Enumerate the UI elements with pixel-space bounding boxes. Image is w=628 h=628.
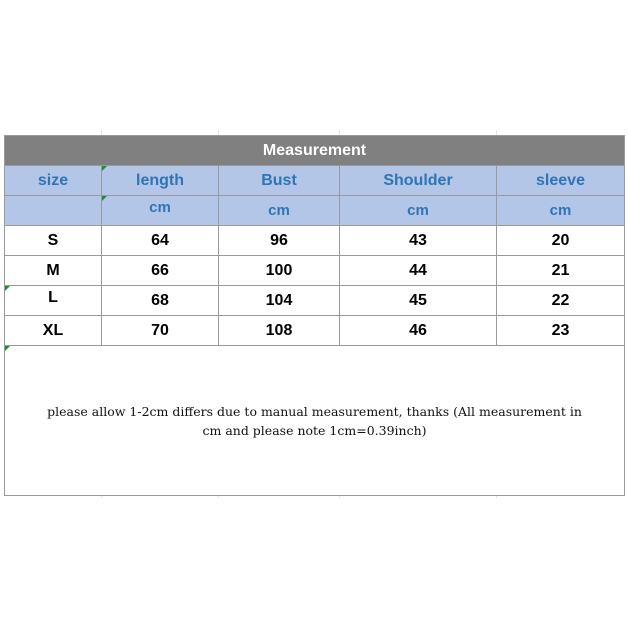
length-cell[interactable] — [102, 256, 219, 286]
unit-size[interactable] — [5, 196, 102, 226]
header-label: length — [136, 171, 184, 189]
shoulder-cell[interactable] — [340, 256, 497, 286]
cell-value: M — [46, 261, 60, 279]
header-bust[interactable] — [219, 166, 340, 196]
cell-value: 66 — [151, 261, 169, 279]
header-sleeve[interactable] — [497, 166, 625, 196]
cell-value: 70 — [151, 321, 169, 339]
cell-value: 68 — [151, 291, 169, 309]
bust-cell[interactable] — [219, 226, 340, 256]
cell-value: 20 — [551, 231, 570, 249]
size-cell[interactable] — [5, 226, 102, 256]
table-title: Measurement — [5, 136, 625, 166]
cell-value: 21 — [551, 261, 570, 279]
bust-cell[interactable] — [219, 286, 340, 316]
table-row — [5, 226, 625, 256]
sleeve-cell[interactable] — [497, 316, 625, 346]
length-cell[interactable] — [102, 226, 219, 256]
cell-value: 104 — [265, 291, 293, 309]
length-cell[interactable] — [102, 316, 219, 346]
header-label: sleeve — [536, 171, 585, 189]
sleeve-cell[interactable] — [497, 286, 625, 316]
header-label: Bust — [261, 171, 297, 189]
shoulder-cell[interactable] — [340, 316, 497, 346]
cell-marker-icon — [5, 346, 10, 351]
cell-marker-icon — [102, 196, 107, 201]
header-label: size — [37, 171, 69, 189]
size-cell[interactable] — [5, 256, 102, 286]
unit-label: cm — [549, 202, 572, 219]
table-row — [5, 256, 625, 286]
sleeve-cell[interactable] — [497, 256, 625, 286]
unit-row — [5, 196, 625, 226]
unit-sleeve[interactable] — [497, 196, 625, 226]
sleeve-cell[interactable] — [497, 226, 625, 256]
header-length[interactable] — [102, 166, 219, 196]
cell-value: 64 — [151, 231, 169, 249]
cell-value: 23 — [551, 321, 570, 339]
unit-label: cm — [268, 202, 290, 219]
cell-marker-icon — [102, 166, 107, 171]
cell-value: 100 — [265, 261, 293, 279]
unit-bust[interactable] — [219, 196, 340, 226]
bust-cell[interactable] — [219, 316, 340, 346]
length-cell[interactable] — [102, 286, 219, 316]
cell-value: 46 — [409, 321, 427, 339]
cell-value: XL — [42, 321, 64, 339]
measurement-note: please allow 1-2cm differs due to manual measurement, thanks (All measurement in cm and please note 1cm=0.39inch) — [47, 403, 582, 438]
size-cell[interactable] — [5, 286, 102, 316]
shoulder-cell[interactable] — [340, 226, 497, 256]
cell-marker-icon — [5, 286, 10, 291]
size-cell[interactable] — [5, 316, 102, 346]
unit-length[interactable] — [102, 196, 219, 226]
header-row — [5, 166, 625, 196]
cell-value: L — [48, 288, 58, 306]
header-size[interactable] — [5, 166, 102, 196]
cell-value: 108 — [265, 321, 293, 339]
note-row — [5, 346, 625, 496]
unit-label: cm — [407, 202, 429, 219]
unit-shoulder[interactable] — [340, 196, 497, 226]
cell-value: 45 — [409, 291, 427, 309]
header-shoulder[interactable] — [340, 166, 497, 196]
measurement-note-cell[interactable] — [5, 346, 625, 496]
size-chart-table — [4, 135, 625, 496]
header-label: Shoulder — [383, 171, 453, 189]
cell-value: 96 — [270, 231, 288, 249]
title-row — [5, 136, 625, 166]
cell-value: 44 — [409, 261, 427, 279]
bust-cell[interactable] — [219, 256, 340, 286]
cell-value: S — [47, 231, 59, 249]
table-row — [5, 316, 625, 346]
cell-value: 43 — [409, 231, 427, 249]
shoulder-cell[interactable] — [340, 286, 497, 316]
cell-value: 22 — [551, 291, 570, 309]
table-row — [5, 286, 625, 316]
unit-label: cm — [149, 199, 171, 216]
